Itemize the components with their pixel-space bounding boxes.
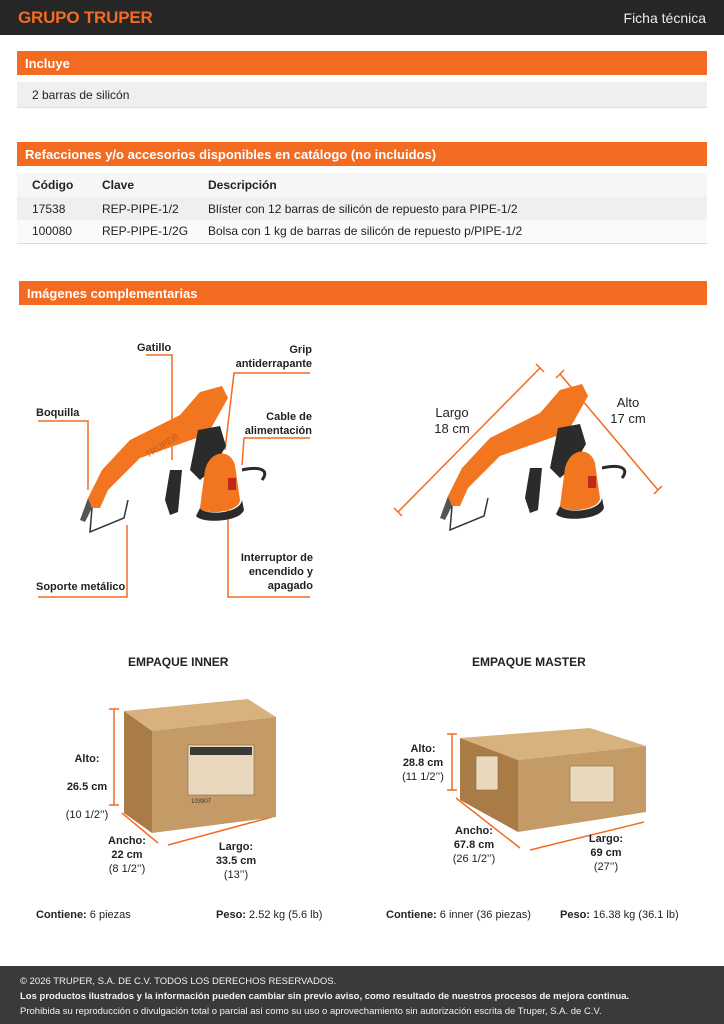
cell-codigo: 100080 xyxy=(17,220,87,243)
cell-clave: REP-PIPE-1/2G xyxy=(87,220,193,243)
column-header-descripcion: Descripción xyxy=(193,173,707,197)
inner-ancho-value: 22 cm xyxy=(111,849,143,861)
page-footer xyxy=(0,966,724,1024)
inner-weight-label: Peso: xyxy=(216,909,246,921)
product-brand-text: TRUPER xyxy=(143,431,181,460)
inner-weight-value: 2.52 kg (5.6 lb) xyxy=(249,909,323,921)
cell-descripcion: Blíster con 12 barras de silicón de repuesto para PIPE-1/2 xyxy=(193,197,707,220)
parts-table xyxy=(17,173,707,244)
inner-largo-inches: (13’’) xyxy=(223,869,249,881)
label-largo-dimension: Largo 18 cm xyxy=(434,405,470,436)
master-contents-value: 6 inner (36 piezas) xyxy=(439,909,531,921)
master-ancho xyxy=(446,824,502,866)
includes-item: 2 barras de silicón xyxy=(17,82,707,108)
document-type: Ficha técnica xyxy=(623,9,706,26)
inner-ancho-label: Ancho: xyxy=(108,835,146,847)
inner-package-title: EMPAQUE INNER xyxy=(128,655,229,669)
inner-alto-label: Alto: xyxy=(74,753,100,765)
master-alto-inches: (11 1/2’’) xyxy=(402,771,444,783)
label-alto-dimension: Alto 17 cm xyxy=(610,395,646,426)
inner-alto-inches: (10 1/2’’) xyxy=(65,809,109,821)
cell-descripcion: Bolsa con 1 kg de barras de silicón de repuesto p/PIPE-1/2 xyxy=(193,220,707,243)
top-bar xyxy=(0,0,724,35)
cell-codigo: 17538 xyxy=(17,197,87,220)
master-ancho-inches: (26 1/2’’) xyxy=(452,853,496,865)
master-alto-value: 28.8 cm xyxy=(402,757,444,769)
inner-largo-label: Largo: xyxy=(218,841,254,853)
master-ancho-label: Ancho: xyxy=(455,825,493,837)
master-alto-label: Alto: xyxy=(410,743,436,755)
inner-weight xyxy=(216,908,322,922)
column-header-codigo: Código xyxy=(17,173,87,197)
footer-notice: Los productos ilustrados y la información pueden cambiar sin previo aviso, como resultado de nuestros procesos de mejora continua. xyxy=(20,991,630,1002)
label-interruptor: Interruptor de encendido y apagado xyxy=(240,552,313,592)
master-largo-value: 69 cm xyxy=(590,847,622,859)
column-header-clave: Clave xyxy=(87,173,193,197)
label-boquilla: Boquilla xyxy=(36,407,80,419)
brand-logo[interactable]: GRUPO TRUPER xyxy=(18,7,153,27)
master-ancho-value: 67.8 cm xyxy=(453,839,495,851)
inner-largo xyxy=(208,840,264,882)
parts-section-title: Refacciones y/o accesorios disponibles en catálogo (no incluidos) xyxy=(17,142,707,166)
master-largo-label: Largo: xyxy=(588,833,624,845)
images-section-title: Imágenes complementarias xyxy=(19,281,707,305)
master-contents-label: Contiene: xyxy=(386,909,437,921)
inner-contents-label: Contiene: xyxy=(36,909,87,921)
master-largo-inches: (27’’) xyxy=(593,861,619,873)
master-largo xyxy=(580,832,632,874)
footer-copyright: © 2026 TRUPER, S.A. DE C.V. TODOS LOS DERECHOS RESERVADOS. xyxy=(20,976,337,987)
inner-alto xyxy=(60,738,114,836)
master-weight xyxy=(560,908,679,922)
parts-table-header xyxy=(17,173,707,197)
master-weight-value: 16.38 kg (36.1 lb) xyxy=(593,909,679,921)
table-row xyxy=(17,197,707,220)
inner-contents-value: 6 piezas xyxy=(89,909,131,921)
inner-box-code: 103907 xyxy=(191,799,212,805)
label-grip: Grip antiderrapante xyxy=(235,344,312,370)
inner-alto-value: 26.5 cm xyxy=(66,781,108,793)
label-soporte: Soporte metálico xyxy=(36,581,126,593)
inner-contents xyxy=(36,908,131,922)
inner-ancho xyxy=(100,834,154,876)
table-row xyxy=(17,220,707,243)
glue-gun-dimensions-diagram xyxy=(390,360,690,570)
label-cable: Cable de alimentación xyxy=(244,411,312,437)
includes-section-title: Incluye xyxy=(17,51,707,75)
master-contents xyxy=(386,908,531,922)
inner-largo-value: 33.5 cm xyxy=(215,855,257,867)
footer-rights: Prohibida su reproducción o divulgación total o parcial así como su uso o aprovechamiento sin autorización escrita de Truper, S.A. de C.V. xyxy=(20,1006,602,1017)
label-gatillo: Gatillo xyxy=(137,342,172,354)
master-package-title: EMPAQUE MASTER xyxy=(472,655,586,669)
master-alto xyxy=(398,742,448,784)
cell-clave: REP-PIPE-1/2 xyxy=(87,197,193,220)
inner-box-illustration xyxy=(100,695,290,850)
master-weight-label: Peso: xyxy=(560,909,590,921)
inner-ancho-inches: (8 1/2’’) xyxy=(108,863,146,875)
